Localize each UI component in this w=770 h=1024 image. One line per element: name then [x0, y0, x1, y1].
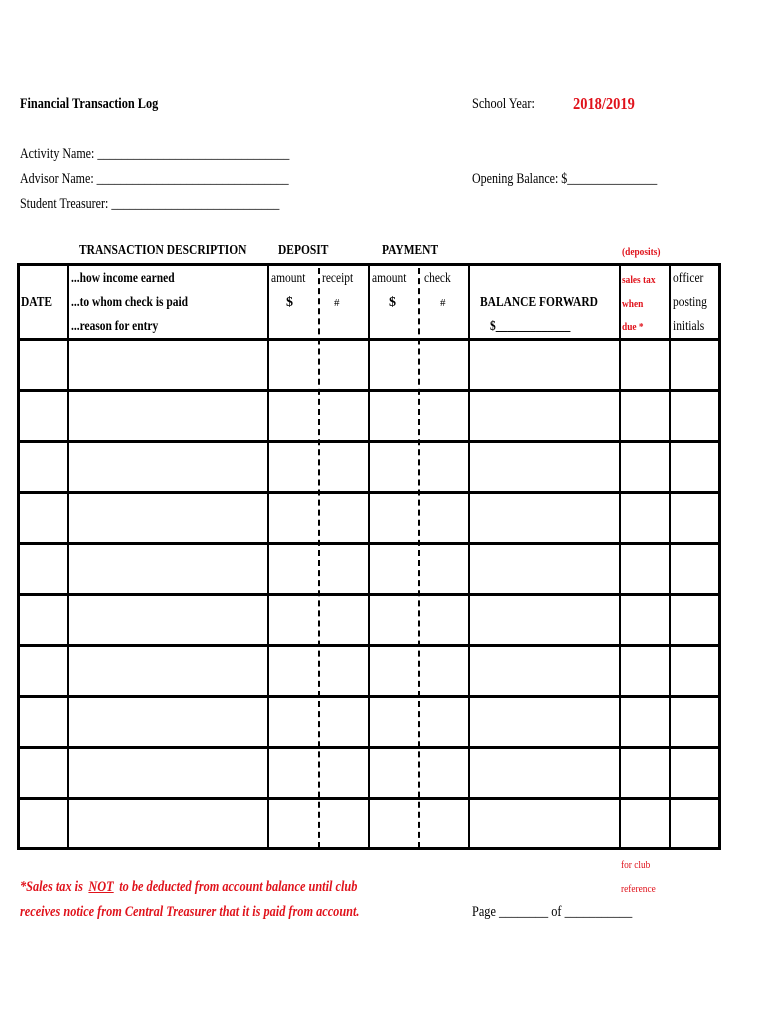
- deposit-hash-sign: #: [334, 297, 340, 309]
- balance-forward-field[interactable]: $_____________: [490, 319, 571, 334]
- deposit-header: DEPOSIT: [278, 243, 329, 258]
- desc-line-check: ...to whom check is paid: [71, 295, 189, 310]
- sales-tax-footnote-line1: *Sales tax is NOT to be deducted from account balance until club: [20, 879, 358, 895]
- activity-name-field[interactable]: Activity Name: ________________________________: [20, 146, 290, 162]
- sales-tax-footnote-line2: receives notice from Central Treasurer that it is paid from account.: [20, 904, 360, 920]
- desc-line-reason: ...reason for entry: [71, 319, 159, 334]
- payment-hash-sign: #: [440, 297, 446, 309]
- payment-amount-label: amount: [372, 271, 407, 286]
- deposit-amount-label: amount: [271, 271, 306, 286]
- deposit-dollar-sign: $: [286, 295, 293, 310]
- opening-balance-field[interactable]: Opening Balance: $_______________: [472, 171, 658, 187]
- advisor-name-field[interactable]: Advisor Name: ________________________________: [20, 171, 289, 187]
- officer-label-1: officer: [673, 271, 704, 286]
- deposits-note: (deposits): [622, 246, 661, 258]
- payment-check-label: check: [424, 271, 451, 286]
- sales-tax-label-2: when: [622, 298, 644, 310]
- balance-forward-header: BALANCE FORWARD: [480, 295, 598, 310]
- student-treasurer-field[interactable]: Student Treasurer: ____________________________: [20, 196, 280, 212]
- date-column-header: DATE: [21, 295, 53, 310]
- officer-label-3: initials: [673, 319, 705, 334]
- officer-label-2: posting: [673, 295, 707, 310]
- school-year-label: School Year:: [472, 96, 535, 112]
- log-title: Financial Transaction Log: [20, 96, 159, 112]
- school-year-value: 2018/2019: [573, 94, 635, 113]
- transaction-description-header: TRANSACTION DESCRIPTION: [79, 243, 247, 258]
- for-club-note: for club: [621, 859, 651, 871]
- sales-tax-label-3: due *: [622, 321, 644, 333]
- sales-tax-label-1: sales tax: [622, 274, 656, 286]
- payment-dollar-sign: $: [389, 295, 396, 310]
- payment-header: PAYMENT: [382, 243, 439, 258]
- deposit-receipt-label: receipt: [322, 271, 354, 286]
- reference-note: reference: [621, 883, 656, 895]
- desc-line-income: ...how income earned: [71, 271, 175, 286]
- page-number-field[interactable]: Page ________ of ___________: [472, 904, 633, 920]
